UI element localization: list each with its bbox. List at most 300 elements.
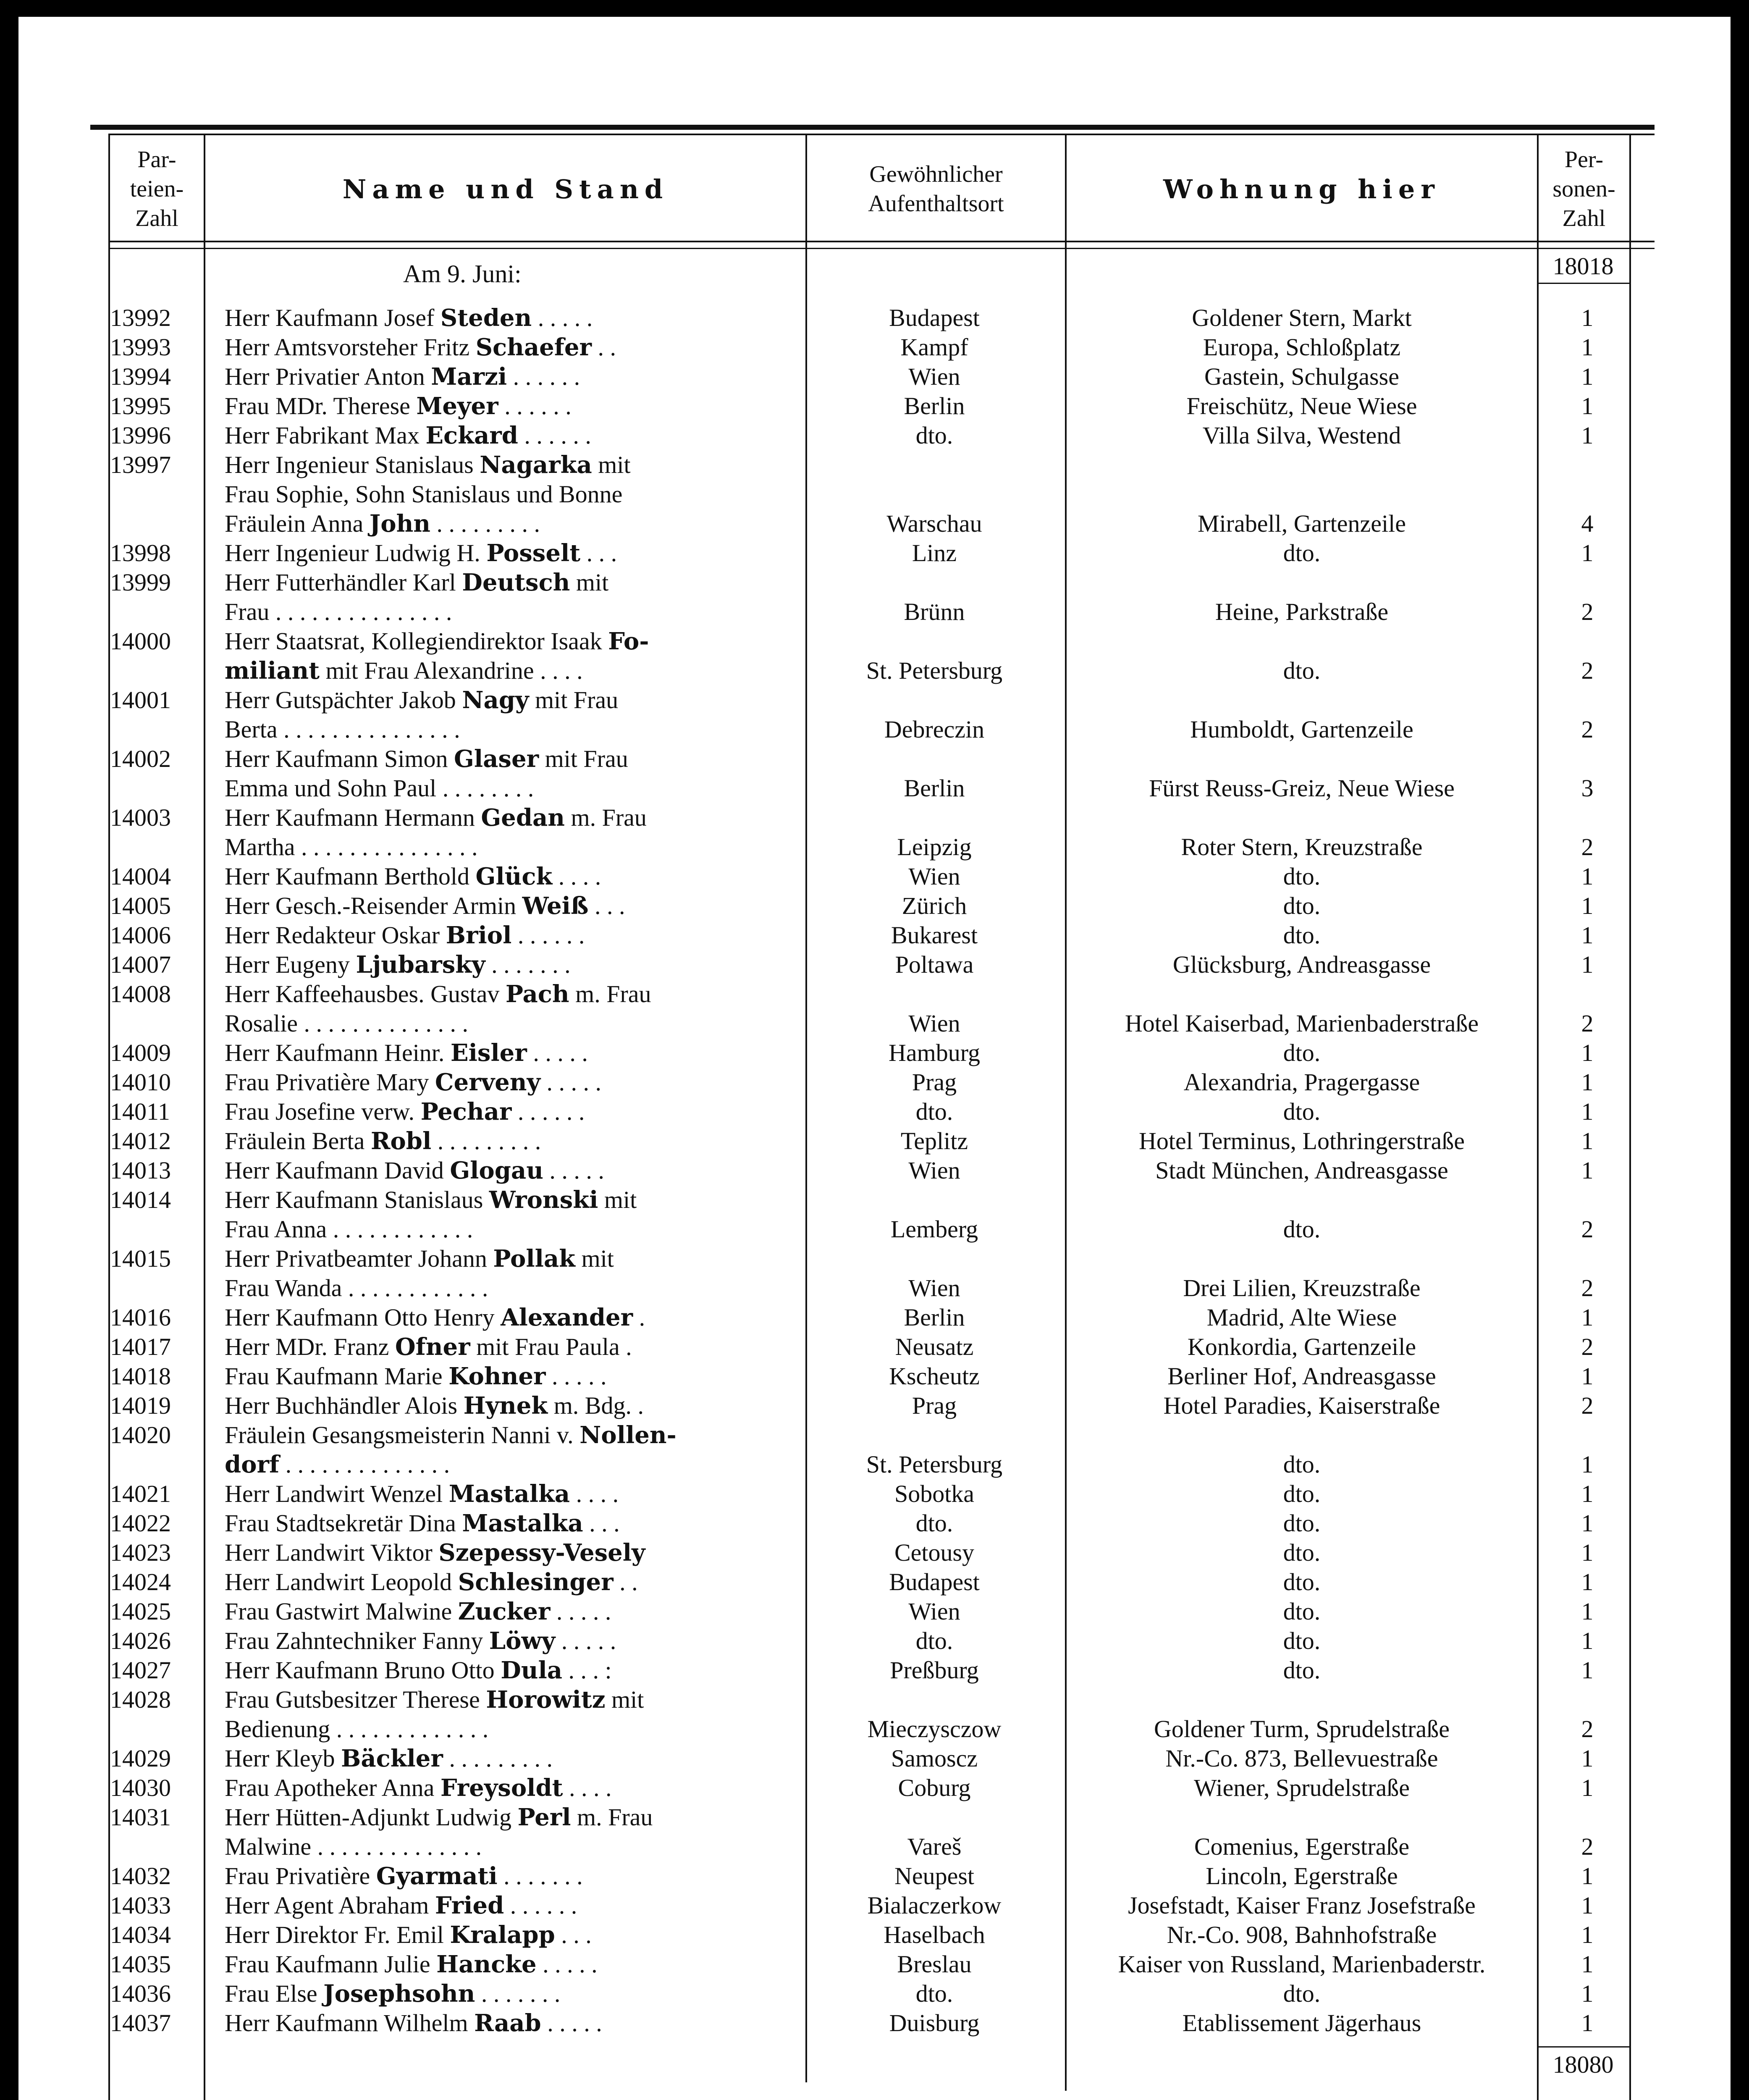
name-line [225,1920,787,1950]
home-town: Kscheutz [889,1362,980,1390]
lodging-address: Fürst Reuss-Greiz, Neue Wiese [1149,774,1455,802]
lodging-address: Heine, Parkstraße [1215,598,1389,625]
table-row [0,1126,1749,1156]
person-count: 1 [1581,951,1594,978]
name-text: Malwine . . . . . . . . . . . . . . [225,1833,482,1860]
party-number: 14036 [110,1980,171,2007]
table-row [0,1685,1749,1744]
person-count: 1 [1581,1068,1594,1096]
table-row [0,1420,1749,1479]
surname: Nagy [462,686,529,714]
name-suffix: . . . . . . [511,1098,585,1125]
name-text: Herr Gutspächter Jakob [225,686,462,714]
person-count: 1 [1581,1598,1594,1625]
name-text: Herr Amtsvorsteher Fritz [225,333,476,361]
entry-list [0,303,1749,2038]
table-row [0,450,1749,538]
person-count: 1 [1581,304,1594,331]
guest-name [225,303,787,333]
header-lodging: Wohnung hier [1163,173,1440,205]
header-person-count: Per- sonen- Zahl [1552,147,1615,231]
name-line [225,862,787,891]
home-town: Bukarest [891,921,978,949]
home-town: Neusatz [895,1333,974,1360]
name-suffix: . . . . . [543,1157,604,1184]
table-row [0,1479,1749,1509]
carry-over-total: 18018 [1552,252,1614,280]
guest-name [225,803,787,862]
surname: Gyarmati [376,1862,498,1890]
name-line [225,1832,787,1861]
surname: Raab [474,2009,541,2037]
name-line [225,1714,787,1744]
person-count: 2 [1581,1715,1594,1743]
person-count: 1 [1581,1568,1594,1596]
guest-name [225,538,787,568]
table-row [0,891,1749,921]
top-rule-thick [90,125,1655,130]
name-line [225,1744,787,1773]
guest-name [225,1038,787,1068]
name-line [225,627,787,656]
party-number: 14035 [110,1950,171,1978]
name-suffix: . . . . . . . [497,1862,583,1890]
name-line [225,1803,787,1832]
date-heading: Am 9. Juni: [403,260,522,288]
table-row [0,1156,1749,1185]
guest-name [225,1362,787,1391]
surname: Weiß [522,892,589,920]
person-count: 1 [1581,1304,1594,1331]
party-number: 14032 [110,1862,171,1890]
name-text: Frau Kaufmann Julie [225,1950,437,1978]
table-row [0,1950,1749,1979]
table-row [0,1920,1749,1950]
surname: Wronski [489,1186,598,1214]
table-row [0,1656,1749,1685]
person-count: 1 [1581,539,1594,567]
name-suffix: m. Frau [569,980,651,1008]
guest-name [225,1303,787,1332]
home-town: Warschau [886,510,982,537]
home-town: Bialaczerkow [867,1892,1002,1919]
party-number: 13993 [110,333,171,361]
person-count: 1 [1581,1656,1594,1684]
name-text: Herr Landwirt Viktor [225,1539,439,1566]
table-row [0,1538,1749,1567]
name-suffix: mit [605,1686,644,1713]
name-line [225,950,787,979]
surname: Josephsohn [323,1980,475,2008]
name-text: Herr Buchhändler Alois [225,1392,464,1419]
name-suffix: . . [591,333,616,361]
table-row [0,950,1749,979]
name-suffix: . . . . . . . . . . . . . . [279,1451,450,1478]
party-number: 14015 [110,1245,171,1272]
table-row [0,1391,1749,1420]
lodging-address: dto. [1283,1098,1321,1125]
lodging-address: dto. [1283,1568,1321,1596]
surname: Gedan [481,804,565,832]
name-text: Fräulein Gesangsmeisterin Nanni v. [225,1421,580,1449]
surname: Glaser [454,745,539,773]
name-line [225,568,787,597]
lodging-address: dto. [1283,1509,1321,1537]
lodging-address: dto. [1283,892,1321,919]
table-row [0,421,1749,450]
lodging-address: Kaiser von Russland, Marienbaderstr. [1118,1950,1486,1978]
name-line [225,685,787,715]
party-number: 14023 [110,1539,171,1566]
guest-name [225,1685,787,1744]
name-line [225,1362,787,1391]
guest-name [225,1920,787,1950]
lodging-address: Goldener Stern, Markt [1192,304,1412,331]
top-rule-thin [108,134,1655,135]
person-count: 1 [1581,2009,1594,2037]
lodging-address: Etablissement Jägerhaus [1182,2009,1421,2037]
name-text: Herr Hütten-Adjunkt Ludwig [225,1803,518,1831]
name-suffix: . . . . . [527,1039,588,1066]
person-count: 1 [1581,1157,1594,1184]
name-text: Herr Kaufmann Wilhelm [225,2009,475,2037]
name-line [225,303,787,333]
guest-name [225,627,787,685]
person-count: 1 [1581,1480,1594,1507]
name-text: Herr Landwirt Leopold [225,1568,458,1596]
guest-name [225,1391,787,1420]
name-suffix: mit [598,1186,637,1213]
lodging-address: Goldener Turm, Sprudelstraße [1154,1715,1450,1743]
name-text: Herr Kaufmann Berthold [225,863,476,890]
name-suffix: . . . . [552,863,601,890]
person-count: 1 [1581,1980,1594,2007]
lodging-address: Hotel Terminus, Lothringerstraße [1138,1127,1465,1155]
name-line [225,597,787,627]
person-count: 2 [1581,716,1594,743]
person-count: 1 [1581,392,1594,420]
person-count: 1 [1581,1950,1594,1978]
party-number: 14020 [110,1421,171,1449]
party-number: 14007 [110,951,171,978]
guest-name [225,1979,787,2008]
surname: Alexander [501,1304,633,1331]
scan-border-top [0,0,1749,17]
party-number: 14028 [110,1686,171,1713]
header-residence: Gewöhnlicher Aufenthaltsort [868,161,1004,217]
name-line [225,1509,787,1538]
person-count: 1 [1581,333,1594,361]
table-row [0,1332,1749,1362]
name-suffix: m. Frau [564,804,647,831]
table-row [0,803,1749,862]
lodging-address: Glücksburg, Andreasgasse [1172,951,1431,978]
person-count: 2 [1581,1274,1594,1302]
name-suffix: . . . . . . [518,422,591,449]
name-text: Frau Sophie, Sohn Stanislaus und Bonne [225,480,623,508]
guest-name [225,1332,787,1362]
name-suffix: . . [613,1568,638,1596]
person-count: 1 [1581,363,1594,390]
guest-name [225,891,787,921]
table-row [0,1626,1749,1656]
name-suffix: . . . . [563,1774,612,1801]
name-line [225,744,787,774]
name-text: Frau Privatière Mary [225,1068,435,1096]
name-text: Frau Privatière [225,1862,376,1890]
party-number: 14034 [110,1921,171,1948]
table-row [0,1979,1749,2008]
table-row [0,1773,1749,1803]
name-text: Herr Redakteur Oskar [225,921,446,949]
table-row [0,1185,1749,1244]
surname: John [369,510,430,538]
name-line [225,480,787,509]
name-line [225,1156,787,1185]
name-line [225,1068,787,1097]
name-text: Herr Gesch.-Reisender Armin [225,892,522,919]
surname: Bäckler [341,1745,443,1772]
guest-name [225,421,787,450]
person-count: 1 [1581,1362,1594,1390]
name-line [225,1538,787,1567]
lodging-address: Konkordia, Gartenzeile [1187,1333,1416,1360]
surname: Schlesinger [458,1568,614,1596]
surname: Schaefer [475,333,592,361]
lodging-address: dto. [1283,657,1321,684]
surname: miliant [225,657,320,685]
name-text: Frau Josefine verw. [225,1098,421,1125]
name-text: Herr Futterhändler Karl [225,569,462,596]
home-town: Duisburg [889,2009,980,2037]
name-line [225,2008,787,2038]
name-line [225,391,787,421]
name-text: Herr Landwirt Wenzel [225,1480,449,1507]
name-suffix: . . . . . [541,2009,602,2037]
home-town: Samoscz [891,1745,978,1772]
table-row [0,1068,1749,1097]
party-number: 14021 [110,1480,171,1507]
person-count: 2 [1581,598,1594,625]
name-text: Frau Anna . . . . . . . . . . . . [225,1215,473,1243]
surname: Marzi [431,363,507,391]
name-line [225,1303,787,1332]
table-row [0,862,1749,891]
surname: Posselt [486,539,581,567]
party-number: 14004 [110,863,171,890]
surname: Löwy [489,1627,556,1655]
name-suffix: . . . . . . . . . [443,1745,553,1772]
name-line [225,1950,787,1979]
name-text: Fräulein Berta [225,1127,371,1155]
lodging-address: Roter Stern, Kreuzstraße [1181,833,1423,861]
name-line [225,1097,787,1126]
guest-name [225,2008,787,2038]
lodging-address: dto. [1283,1598,1321,1625]
name-line [225,1038,787,1068]
party-number: 14017 [110,1333,171,1360]
surname: Hancke [436,1950,537,1978]
name-line [225,1861,787,1891]
lodging-address: dto. [1283,1451,1321,1478]
person-count: 1 [1581,863,1594,890]
table-row [0,1597,1749,1626]
party-number: 14016 [110,1304,171,1331]
name-line [225,803,787,832]
table-row [0,1803,1749,1861]
table-row [0,1744,1749,1773]
home-town: Budapest [889,1568,980,1596]
guest-name [225,1597,787,1626]
header-party-count: Par- teien- Zahl [130,147,184,231]
party-number: 14024 [110,1568,171,1596]
surname: Nagarka [480,451,592,479]
surname: Hynek [463,1392,548,1420]
name-text: Herr Fabrikant Max [225,422,426,449]
guest-name [225,1068,787,1097]
name-suffix: mit [592,451,631,478]
person-count: 1 [1581,1098,1594,1125]
home-town: Zürich [902,892,967,919]
guest-name [225,1891,787,1920]
surname: Pollak [493,1245,575,1273]
name-text: Herr Kaufmann Bruno Otto [225,1656,501,1684]
home-town: Kampf [900,333,968,361]
party-number: 14009 [110,1039,171,1066]
guest-name [225,391,787,421]
guest-name [225,1626,787,1656]
name-suffix: mit Frau Alexandrine . . . . [319,657,583,684]
name-line [225,1009,787,1038]
carry-over-rule [1538,283,1629,284]
name-line [225,1597,787,1626]
surname: Eisler [450,1039,527,1067]
name-suffix: . . . . . . [507,363,580,390]
name-line [225,1273,787,1303]
guest-name [225,333,787,362]
party-number: 13994 [110,363,171,390]
home-town: Wien [908,1157,960,1184]
table-row [0,333,1749,362]
home-town: Wien [908,363,960,390]
guest-name [225,1244,787,1303]
home-town: dto. [915,1509,953,1537]
party-number: 14026 [110,1627,171,1654]
party-number: 13992 [110,304,171,331]
name-line [225,891,787,921]
lodging-address: Hotel Paradies, Kaiserstraße [1163,1392,1440,1419]
table-row [0,627,1749,685]
person-count: 1 [1581,1745,1594,1772]
name-line [225,1450,787,1479]
name-text: Herr Kaufmann Otto Henry [225,1304,501,1331]
person-count: 1 [1581,1862,1594,1890]
home-town: Teplitz [900,1127,968,1155]
name-suffix: . . . [588,892,625,919]
party-number: 14002 [110,745,171,772]
lodging-address: dto. [1283,1980,1321,2007]
person-count: 1 [1581,1039,1594,1066]
home-town: Haselbach [884,1921,985,1948]
name-text: Herr Ingenieur Ludwig H. [225,539,487,567]
lodging-address: Humboldt, Gartenzeile [1190,716,1413,743]
name-suffix: mit Frau [539,745,628,772]
name-line [225,979,787,1009]
name-text: Berta . . . . . . . . . . . . . . . [225,716,460,743]
guest-name [225,1803,787,1861]
home-town: Sobotka [894,1480,975,1507]
name-text: Herr Privatier Anton [225,363,431,390]
lodging-address: Nr.-Co. 908, Bahnhofstraße [1167,1921,1437,1948]
lodging-address: dto. [1283,539,1321,567]
table-row [0,303,1749,333]
name-text: Herr Kaufmann David [225,1157,450,1184]
surname: Perl [517,1803,571,1831]
party-number: 14018 [110,1362,171,1390]
guest-name [225,979,787,1038]
guest-name [225,450,787,538]
name-line [225,1685,787,1714]
lodging-address: Josefstadt, Kaiser Franz Josefstraße [1128,1892,1476,1919]
person-count: 1 [1581,1627,1594,1654]
name-suffix: . . . . . [550,1598,611,1625]
name-text: Herr Privatbeamter Johann [225,1245,493,1272]
party-number: 14031 [110,1803,171,1831]
name-suffix: . . . . [570,1480,619,1507]
name-suffix: . [633,1304,645,1331]
surname: Ljubarsky [356,951,485,979]
home-town: Berlin [904,392,965,420]
name-text: Frau Kaufmann Marie [225,1362,449,1390]
name-text: Herr Kleyb [225,1745,341,1772]
name-line [225,832,787,862]
name-suffix: . . . . . . . . . [430,510,540,537]
name-text: Herr Kaufmann Stanislaus [225,1186,489,1213]
table-row [0,1038,1749,1068]
party-number: 14001 [110,686,171,714]
person-count: 1 [1581,422,1594,449]
surname: Freysoldt [440,1774,563,1802]
name-text: Martha . . . . . . . . . . . . . . . [225,833,478,861]
table-row [0,391,1749,421]
name-line [225,1185,787,1215]
name-text: Herr Eugeny [225,951,356,978]
name-text: Herr Kaffeehausbes. Gustav [225,980,506,1008]
person-count: 1 [1581,1127,1594,1155]
name-suffix: . . . . . . [498,392,572,420]
name-line [225,1979,787,2008]
name-text: Rosalie . . . . . . . . . . . . . . [225,1010,468,1037]
lodging-address: Wiener, Sprudelstraße [1194,1774,1410,1801]
party-number: 14019 [110,1392,171,1419]
home-town: Mieczysczow [867,1715,1002,1743]
name-line [225,1332,787,1362]
person-count: 1 [1581,1451,1594,1478]
table-row [0,1509,1749,1538]
party-number: 14006 [110,921,171,949]
guest-name [225,1126,787,1156]
guest-name [225,1773,787,1803]
surname: Pach [505,980,569,1008]
person-count: 1 [1581,921,1594,949]
name-suffix: . . . [580,539,617,567]
home-town: Debreczin [884,716,985,743]
person-count: 1 [1581,1509,1594,1537]
name-line [225,1626,787,1656]
home-town: Vareš [907,1833,962,1860]
name-text: Frau Stadtsekretär Dina [225,1509,462,1537]
guest-name [225,950,787,979]
